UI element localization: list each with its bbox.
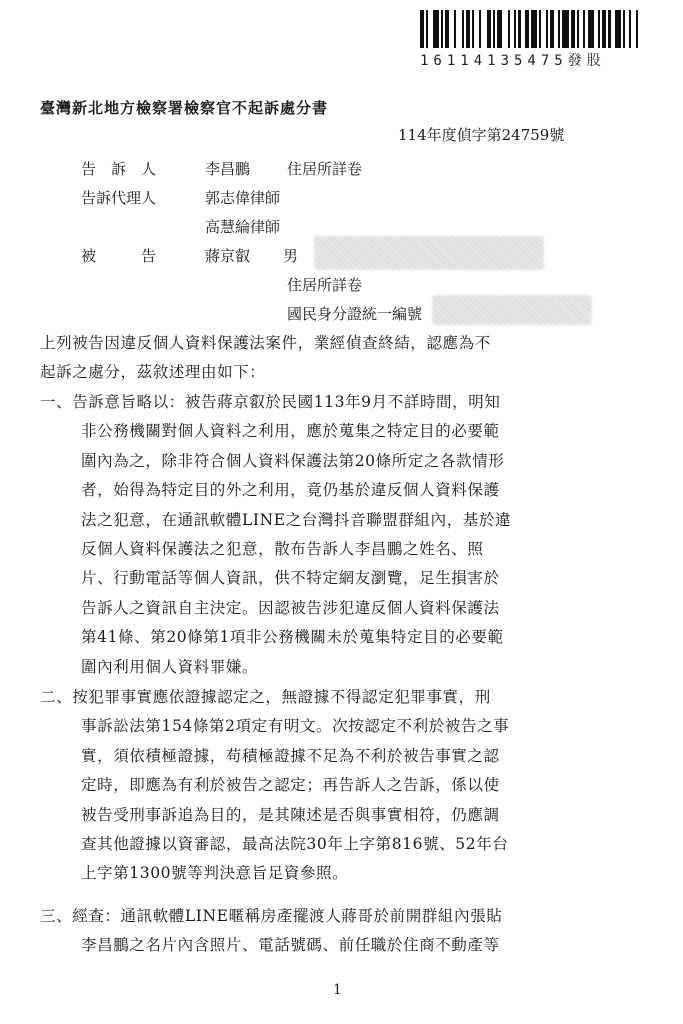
redaction-block: [314, 236, 544, 270]
section-1-line: 非公務機關對個人資料之利用，應於蒐集之特定目的必要範: [81, 422, 500, 440]
section-2-line: 二、按犯罪事實應依證據認定之，無證據不得認定犯罪事實，刑: [40, 688, 491, 706]
section-3-line: 李昌鵬之名片內含照片、電話號碼、前任職於住商不動產等: [81, 936, 500, 954]
section-3-line: 三、經查：通訊軟體LINE暱稱房產擺渡人蔣哥於前開群組內張貼: [40, 907, 503, 925]
defendant-name: 蔣京叡: [205, 247, 251, 265]
defendant-gender: 男: [283, 247, 299, 265]
defendant-address: 住居所詳卷: [287, 276, 363, 294]
barcode-graphic: [420, 10, 640, 48]
complainant-address: 住居所詳卷: [287, 160, 363, 178]
section-2-line: 事訴訟法第154條第2項定有明文。次按認定不利於被告之事: [81, 717, 510, 735]
complainant-name: 李昌鵬: [205, 160, 251, 178]
redaction-block: [432, 295, 592, 325]
section-1-line: 告訴人之資訊自主決定。因認被告涉犯違反個人資料保護法: [81, 599, 500, 617]
page-number: 1: [333, 982, 342, 998]
section-1-line: 圍內利用個人資料罪嫌。: [81, 658, 259, 676]
barcode-digits: 16114135475: [420, 53, 568, 69]
section-2-line: 上字第1300號等判決意旨足資參照。: [81, 864, 349, 882]
section-1-line: 一、告訴意旨略以：被告蔣京叡於民國113年9月不詳時間，明知: [40, 393, 501, 411]
section-2-line: 查其他證據以資審認，最高法院30年上字第816號、52年台: [81, 835, 509, 853]
defendant-label: 被 告: [81, 247, 157, 265]
case-number: 114年度偵字第24759號: [398, 126, 565, 144]
barcode-bar: [638, 10, 640, 48]
section-1-line: 第41條、第20條第1項非公務機關未於蒐集特定目的必要範: [81, 628, 504, 646]
section-2-line: 被告受刑事訴追為目的，是其陳述是否與事實相符，仍應調: [81, 806, 500, 824]
intro-line: 起訴之處分，茲敘述理由如下：: [40, 363, 266, 381]
section-2-line: 實，須依積極證據，苟積極證據不足為不利於被告事實之認: [81, 747, 500, 765]
section-1-line: 片、行動電話等個人資訊，供不特定網友瀏覽，足生損害於: [81, 569, 500, 587]
intro-line: 上列被告因違反個人資料保護法案件，業經偵查終結，認應為不: [40, 334, 491, 352]
agent-1: 郭志偉律師: [205, 189, 281, 207]
section-1-line: 法之犯意，在通訊軟體LINE之台灣抖音聯盟群組內，基於違: [81, 511, 512, 529]
document-title: 臺灣新北地方檢察署檢察官不起訴處分書: [40, 99, 329, 117]
section-1-line: 者，始得為特定目的外之利用，竟仍基於違反個人資料保護: [81, 481, 500, 499]
agent-label: 告訴代理人: [81, 189, 157, 207]
defendant-id-label: 國民身分證統一編號: [287, 305, 423, 323]
section-1-line: 反個人資料保護法之犯意，散布告訴人李昌鵬之姓名、照: [81, 540, 484, 558]
section-1-line: 圍內為之，除非符合個人資料保護法第20條所定之各款情形: [81, 452, 505, 470]
complainant-label: 告 訴 人: [81, 160, 157, 178]
section-2-line: 定時，即應為有利於被告之認定；再告訴人之告訴，係以使: [81, 776, 500, 794]
agent-2: 高慧綸律師: [205, 218, 281, 236]
barcode-suffix: 發股: [567, 53, 606, 69]
barcode-number: [420, 50, 606, 70]
